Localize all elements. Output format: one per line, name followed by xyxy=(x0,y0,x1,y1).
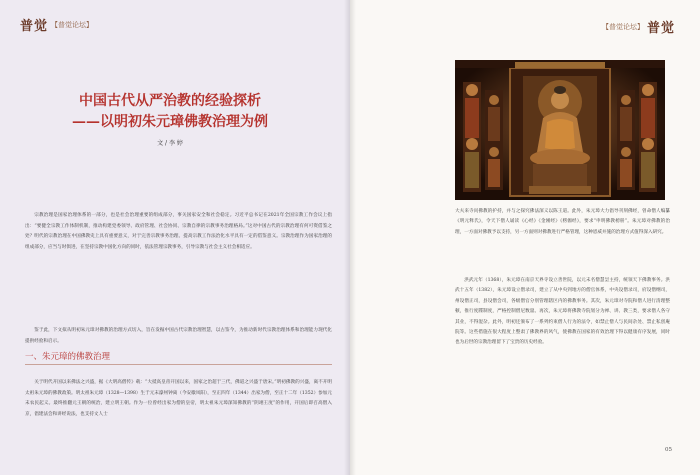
governance-paragraph: 洪武元年（1368），朱元璋在南京天界寺设立善世院，以元末名僧慧昙主持，统领天下佛教事务。洪武十五年（1382），朱元璋设立僧录司，建立了从中央到地方的僧官体系，中央设僧录司，府设僧纲司，州设僧正司，县设僧会司，各级僧官分别管理辖区内的佛教事务。其次，朱元璋对寺院和僧人进行清理整顿，推行度牒制度，严格控制僧尼数量。再次，朱元璋将佛教寺院划分为禅、讲、教三类，要求僧人各守其业，不得混杂。此外，明初还颁布了一系列约束僧人行为的法令，如禁止僧人与民间杂处、禁止私创庵院等。这些措施在很大程度上整肃了佛教界的风气，使佛教在国家的有效治理下得以健康有序发展，同时也为后世的宗教治理留下了宝贵的历史经验。 xyxy=(455,278,670,346)
section-paragraph: 关于明代开国以来佛法之兴盛，据《大明高僧传》载：“大抵高皇帝开国以来，国家之治超于三代，佛道之兴盛于唐宋。”明初佛教的兴盛，离不开明太祖朱元璋的佛教政策。明太祖朱元璋（1328—1398）生于元末濠州钟离（今安徽凤阳），至正四年（1344）出家为僧，至正十二年（1352）参加元末农民起义。最终推翻元王朝的统治，建立明王朝。作为一位曾经出家为僧的皇帝，明太祖朱元璋深知佛教的“阴翊王度”的作用，开国后即召高僧入京，倡建法会和讲经说法，也支持文人士 xyxy=(25,380,332,417)
section-heading: 一、朱元璋的佛教治理 xyxy=(25,352,111,362)
magazine-logo: 普觉 xyxy=(20,19,49,34)
column-tag: 【普觉论坛】 xyxy=(601,22,644,31)
right-header xyxy=(602,17,675,36)
left-header xyxy=(20,15,93,34)
article-title-line1: 中国古代从严治教的经验探析 xyxy=(79,93,261,109)
book-gutter xyxy=(344,0,356,475)
magazine-logo: 普觉 xyxy=(646,21,675,36)
article-author: 文 / 李 婷 xyxy=(157,140,183,147)
buddha-shrine-photo xyxy=(455,60,665,200)
continued-paragraph: 大夫来寺问佛教的护持，并与之探究佛法深义以陈王道。此外，朱元璋大力倡导刊刻佛经，曾命僧人编纂《明元释氏》，令天下僧人诵读《心经》《金刚经》《楞伽经》，要求“申明佛教榜册”。朱元璋对佛教的治理，一方面对佛教予以支持，另一方面则对佛教进行严格管理，这种恩威并施的治理方式值得深入研究。 xyxy=(455,209,670,235)
article-title-line2: ——以明初朱元璋佛教治理为例 xyxy=(72,114,268,130)
right-page xyxy=(350,0,700,475)
buddha-shrine-illustration xyxy=(455,60,665,200)
intro-paragraph: 宗教治理是国家治理体系的一部分，也是社会治理重要的组成部分，事关国家安全和社会稳定。习近平总书记在2021年全国宗教工作会议上指出：“要健全宗教工作体制机制，推动构建党委领导、政府管理、社会协同、宗教自律的宗教事务治理格局。”这对中国古代的宗教治理有何可资借鉴之处？明代的宗教治理在中国佛教史上具有重要意义，对于完善宗教事务治理、提高宗教工作法治化水平具有一定的借鉴意义。宗教治理作为国家治理的组成部分，应当与时俱进，在坚持宗教中国化方向的同时，依法管理宗教事务，引导宗教与社会主义社会相适应。 xyxy=(25,213,332,250)
purpose-paragraph: 鉴于此，下文拟从明初朱元璋对佛教的治理方式切入，旨在发掘中国古代宗教治理智慧，以古鉴今，为推动新时代宗教治理体系和治理能力现代化提供经验和启示。 xyxy=(25,328,332,344)
page-number: 05 xyxy=(665,447,672,453)
column-tag: 【普觉论坛】 xyxy=(51,20,94,29)
section-divider xyxy=(25,364,332,365)
